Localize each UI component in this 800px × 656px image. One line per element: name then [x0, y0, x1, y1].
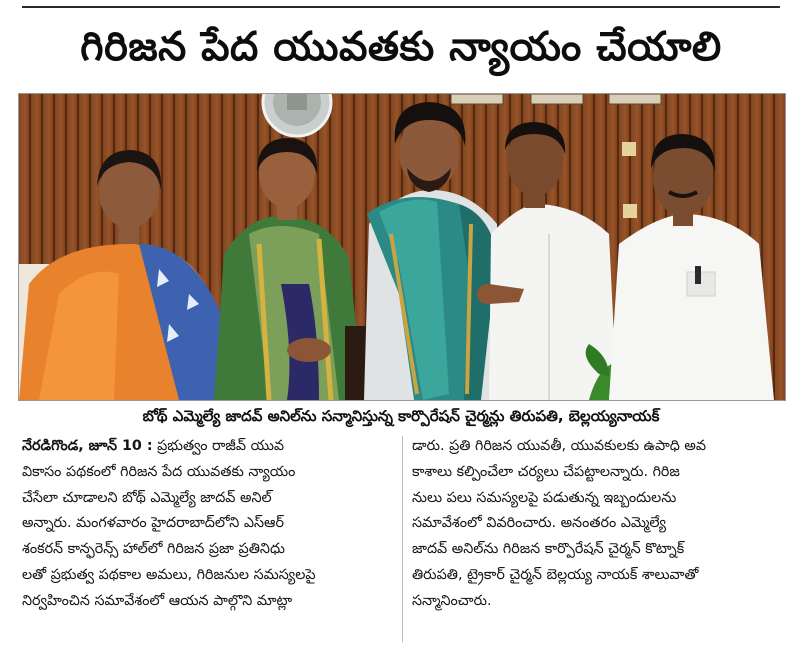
column-divider	[402, 436, 403, 642]
headline: గిరిజన పేద యువతకు న్యాయం చేయాలి	[80, 24, 722, 70]
article-line: కాశాలు కల్పించేలా చర్యలు చేపట్టాలన్నారు. గిరిజ	[412, 463, 680, 480]
article-line: డారు. ప్రతి గిరిజన యువతీ, యువకులకు ఉపాధి అవ	[412, 438, 706, 454]
article-line: శంకరన్ కాన్ఫరెన్స్ హాల్‌లో గిరిజన ప్రజా ప్రతినిధు	[22, 541, 285, 558]
article-line: జాదవ్ అనిల్‌ను గిరిజన కార్పొరేషన్ చైర్మన్ కొట్నాక్	[412, 541, 685, 558]
article-line: నులు పలు సమస్యలపై పడుతున్న ఇబ్బందులను	[412, 489, 677, 506]
article-line: సన్మానించారు.	[412, 592, 492, 609]
article-line	[22, 434, 394, 460]
news-photo	[18, 93, 786, 401]
article-column-right	[412, 434, 778, 615]
article-line: అన్నారు. మంగళవారం హైదరాబాద్‌లోని ఎస్ఆర్	[22, 515, 284, 532]
article-line: లతో ప్రభుత్వ పథకాల అమలు, గిరిజనుల సమస్యలపై	[22, 566, 316, 583]
article-line: చేసేలా చూడాలని బోథ్ ఎమ్మెల్యే జాదవ్ అనిల్	[22, 489, 272, 506]
top-rule	[22, 6, 780, 8]
article-line: వికాసం పథకంలో గిరిజన పేద యువతకు న్యాయం	[22, 463, 296, 480]
article-line: నిర్వహించిన సమావేశంలో ఆయన పాల్గొని మాట్లా	[22, 592, 293, 609]
photo-caption: బోథ్ ఎమ్మెల్యే జాదవ్ అనిల్‌ను సన్మానిస్తున్న కార్పొరేషన్ చైర్మన్లు తిరుపతి, బెల్లయ్యనాయక్	[142, 407, 660, 425]
article-column-left	[22, 434, 394, 615]
article-line: సమావేశంలో వివరించారు. అనంతరం ఎమ్మెల్యే	[412, 515, 667, 532]
article-line: తిరుపతి, ట్రైకార్ చైర్మన్ బెల్లయ్య నాయక్ శాలువాతో	[412, 566, 699, 583]
article-text: ప్రభుత్వం రాజీవ్ యువ	[157, 438, 285, 454]
dateline: నేరడిగొండ, జూన్ 10 :	[22, 438, 153, 454]
